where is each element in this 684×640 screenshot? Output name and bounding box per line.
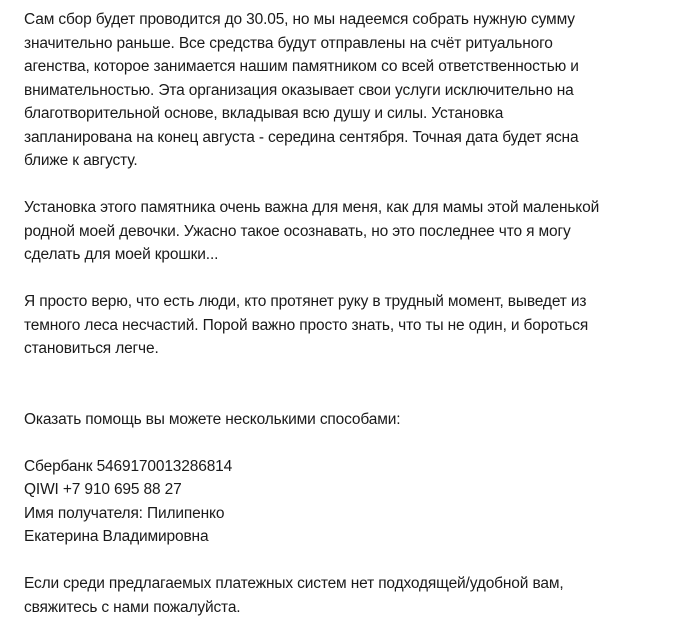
text-line: сделать для моей крошки... (24, 246, 219, 263)
text-line: благотворительной основе, вкладывая всю душу и силы. Установка (24, 105, 504, 122)
text-line: Оказать помощь вы можете несколькими способами: (24, 410, 401, 428)
text-line: значительно раньше. Все средства будут отправлены на счёт ритуального (24, 34, 553, 52)
sberbank-card-line: Сбербанк 5469170013286814 (24, 457, 233, 475)
paragraph-help-intro (24, 408, 676, 432)
paragraph-fundraising-info (24, 8, 676, 173)
paragraph-spacer (24, 549, 676, 573)
paragraph-importance (24, 196, 676, 267)
text-line: Если среди предлагаемых платежных систем нет подходящей/удобной вам, (24, 575, 564, 592)
text-line: темного леса несчастий. Порой важно просто знать, что ты не один, и бороться (24, 316, 589, 334)
paragraph-spacer (24, 173, 676, 197)
paragraph-spacer (24, 361, 676, 408)
paragraph-spacer (24, 267, 676, 291)
text-line: внимательностью. Эта организация оказывает свои услуги исключительно на (24, 81, 574, 99)
paragraph-belief (24, 290, 676, 361)
recipient-name-line: Екатерина Владимировна (24, 528, 209, 545)
text-line: ближе к августу. (24, 152, 138, 169)
text-line: Я просто верю, что есть люди, кто протянет руку в трудный момент, выведет из (24, 293, 587, 310)
text-line: свяжитесь с нами пожалуйста. (24, 598, 241, 616)
paragraph-spacer (24, 431, 676, 455)
text-line: родной моей девочки. Ужасно такое осознавать, но это последнее что я могу (24, 222, 571, 240)
paragraph-payment-details (24, 455, 676, 549)
text-line: Сам сбор будет проводится до 30.05, но мы надеемся собрать нужную сумму (24, 11, 575, 28)
paragraph-contact (24, 572, 676, 619)
qiwi-phone-line: QIWI +7 910 695 88 27 (24, 481, 182, 498)
text-line: становиться легче. (24, 340, 159, 357)
text-line: запланирована на конец августа - середина сентября. Точная дата будет ясна (24, 128, 579, 146)
recipient-name-line: Имя получателя: Пилипенко (24, 504, 225, 522)
post-body (24, 8, 676, 619)
text-line: Установка этого памятника очень важна для меня, как для мамы этой маленькой (24, 199, 600, 216)
text-line: агенства, которое занимается нашим памятником со всей ответственностью и (24, 58, 579, 75)
